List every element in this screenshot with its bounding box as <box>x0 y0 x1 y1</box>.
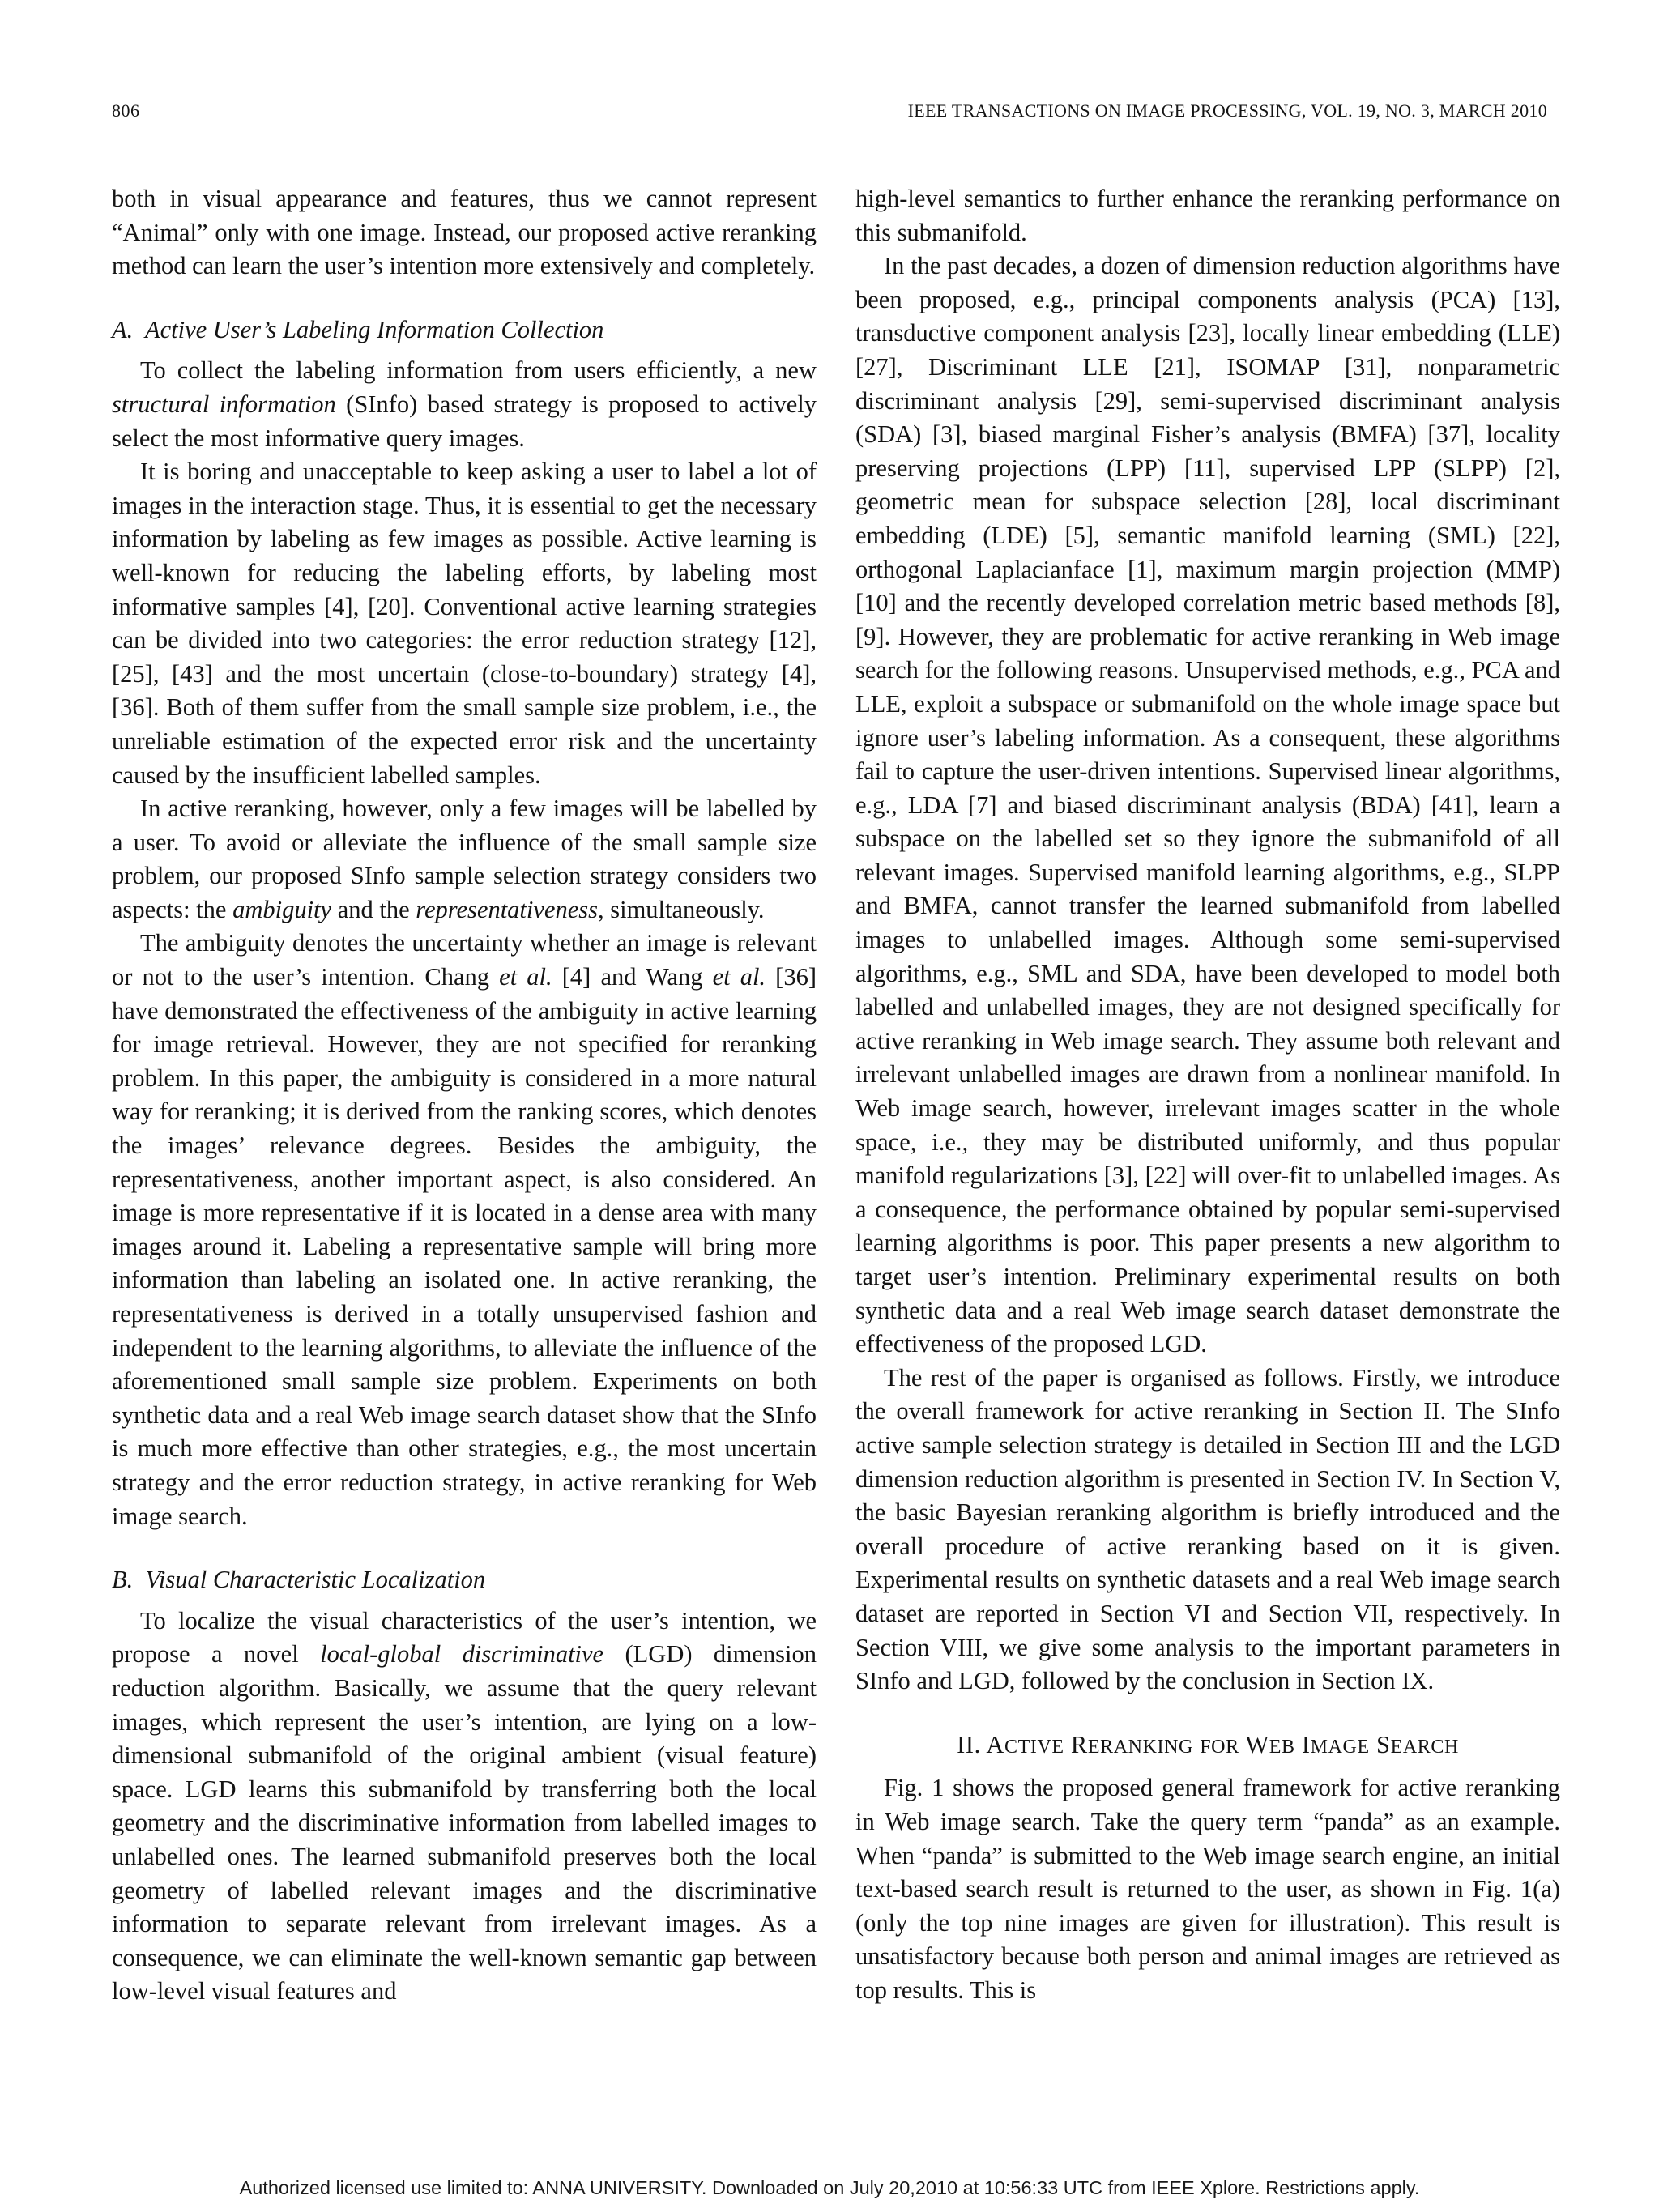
subsection-heading-a <box>112 313 817 347</box>
text-run: In active reranking, however, only a few images will be labelled by a user. To avoid or alleviate the influence of the small sample size problem, our proposed SInfo sample selection strategy considers two aspects: the <box>112 795 817 923</box>
right-column <box>855 182 1560 2007</box>
text-run: , simultaneously. <box>597 895 765 923</box>
paragraph-continued: both in visual appearance and features, thus we cannot represent “Animal” only with one image. Instead, our proposed active reranking method can learn the user’s intention more extensively and completely. <box>112 185 817 280</box>
paragraph <box>112 927 817 1533</box>
emphasis-text: representativeness <box>416 895 598 923</box>
left-column <box>112 182 817 2009</box>
emphasis-text: local-global discriminative <box>320 1640 604 1669</box>
emphasis-text: ambiguity <box>232 895 332 923</box>
heading-initial: A <box>986 1730 1005 1758</box>
heading-smallcaps: MAGE <box>1310 1736 1370 1758</box>
subsection-title: Visual Characteristic Localization <box>145 1566 486 1594</box>
paragraph: The rest of the paper is organised as follows. Firstly, we introduce the overall framework for active reranking in Section II. The SInfo active sample selection strategy is detailed in Section III and the LGD dimension reduction algorithm is presented in Section IV. In Section V, the basic Bayesian reranking algorithm is briefly introduced and the overall procedure of active reranking based on it is given. Experimental results on synthetic datasets and a real Web image search dataset are reported in Section VI and Section VII, respectively. In Section VIII, we give some analysis to the important parameters in SInfo and LGD, followed by the conclusion in Section IX. <box>855 1363 1560 1695</box>
section-numeral: II. <box>957 1730 981 1758</box>
text-run: The ambiguity denotes the uncertainty whether an image is relevant or not to the user’s intention. Chang <box>112 929 817 991</box>
text-run: To localize the visual characteristics of the user’s intention, we propose a novel <box>112 1606 817 1669</box>
emphasis-text: et al. <box>712 963 766 991</box>
heading-smallcaps: CTIVE <box>1004 1736 1064 1758</box>
heading-smallcaps: ERANKING <box>1087 1736 1193 1758</box>
heading-initial: I <box>1301 1730 1311 1758</box>
heading-smallcaps: FOR <box>1200 1736 1239 1758</box>
text-run: To collect the labeling information from users efficiently, a new <box>140 356 817 385</box>
paragraph: It is boring and unacceptable to keep asking a user to label a lot of images in the interaction stage. Thus, it is essential to get the necessary information by labeling as few images as possible. Active learning is well-known for reducing the labeling efforts, by labeling most informative samples [4], [20]. Conventional active learning strategies can be divided into two categories: the error reduction strategy [12], [25], [43] and the most uncertain (close-to-boundary) strategy [4], [36]. Both of them suffer from the small sample size problem, i.e., the unreliable estimation of the expected error risk and the uncertainty caused by the insufficient labelled samples. <box>112 458 817 789</box>
heading-initial: R <box>1070 1730 1088 1758</box>
heading-smallcaps: EARCH <box>1390 1736 1459 1758</box>
page-number: 806 <box>112 100 140 121</box>
section-heading <box>855 1728 1560 1765</box>
subsection-heading-b <box>112 1563 817 1597</box>
text-run: (SInfo) based strategy is proposed to actively select the most informative query images. <box>112 390 817 452</box>
subsection-label: A. <box>112 315 134 343</box>
text-run: (LGD) dimension reduction algorithm. Basically, we assume that the query relevant images, which represent the user’s intention, are lying on a low-dimensional submanifold of the original ambient (visual feature) space. LGD learns this submanifold by transferring both the local geometry and the discriminative information from labelled images to unlabelled ones. The learned submanifold preserves both the local geometry of labelled relevant images and the discriminative information to separate relevant from irrelevant images. As a consequence, we can eliminate the well-known semantic gap between low-level visual features and <box>112 1640 817 2005</box>
paragraph <box>112 792 817 927</box>
journal-header: IEEE TRANSACTIONS ON IMAGE PROCESSING, VOL. 19, NO. 3, MARCH 2010 <box>907 100 1547 121</box>
paragraph: In the past decades, a dozen of dimension reduction algorithms have been proposed, e.g., principal components analysis (PCA) [13], transductive component analysis [23], locally linear embedding (LLE) [27], Discriminant LLE [21], ISOMAP [31], nonparametric discriminant analysis [29], semi-supervised discriminant analysis (SDA) [3], biased marginal Fisher’s analysis (BMFA) [37], locality preserving projections (LPP) [11], supervised LPP (SLPP) [2], geometric mean for subspace selection [28], local discriminant embedding (LDE) [5], semantic manifold learning (SML) [22], orthogonal Laplacianface [1], maximum margin projection (MMP) [10] and the recently developed correlation metric based methods [8], [9]. However, they are problematic for active reranking in Web image search for the following reasons. Unsupervised methods, e.g., PCA and LLE, exploit a subspace or submanifold on the whole image space but ignore user’s labeling information. As a consequent, these algorithms fail to capture the user-driven intentions. Supervised linear algorithms, e.g., LDA [7] and biased discriminant analysis (BDA) [41], learn a subspace on the labelled set so they ignore the submanifold of all relevant images. Supervised manifold learning algorithms, e.g., SLPP and BMFA, cannot transfer the learned submanifold from labelled images to unlabelled images. Although some semi-supervised algorithms, e.g., SML and SDA, have been developed to model both labelled and unlabelled images, they are not designed specifically for active reranking in Web image search. They assume both relevant and irrelevant unlabelled images are drawn from a nonlinear manifold. In Web image search, however, irrelevant images scatter in the whole space, i.e., they may be distributed uniformly, and thus popular manifold regularizations [3], [22] will over-fit to unlabelled images. As a consequence, the performance obtained by popular semi-supervised learning algorithms is poor. This paper presents a new algorithm to target user’s intention. Preliminary experimental results on both synthetic data and a real Web image search dataset demonstrate the effectiveness of the proposed LGD. <box>855 252 1560 1358</box>
heading-smallcaps: EB <box>1269 1736 1295 1758</box>
text-run: and the <box>331 895 416 923</box>
subsection-title: Active User’s Labeling Information Collection <box>144 315 604 343</box>
paragraph: Fig. 1 shows the proposed general framework for active reranking in Web image search. Take the query term “panda” as an example. When “panda” is submitted to the Web image search engine, an initial text-based search result is returned to the user, as shown in Fig. 1(a) (only the top nine images are given for illustration). This result is unsatisfactory because both person and animal images are retrieved as top results. This is <box>855 1774 1560 2004</box>
emphasis-text: structural information <box>112 390 336 418</box>
text-run: [36] have demonstrated the effectiveness of the ambiguity in active learning for image retrieval. However, they are not specified for reranking problem. In this paper, the ambiguity is considered in a more natural way for reranking; it is derived from the ranking scores, which denotes the images’ relevance degrees. Besides the ambiguity, the representativeness, another important aspect, is also considered. An image is more representative if it is located in a dense area with many images around it. Labeling a representative sample will bring more information than labeling an isolated one. In active reranking, the representativeness is derived in a totally unsupervised fashion and independent to the learning algorithms, to alleviate the influence of the aforementioned small sample size problem. Experiments on both synthetic data and a real Web image search dataset show that the SInfo is much more effective than other strategies, e.g., the most uncertain strategy and the error reduction strategy, in active reranking for Web image search. <box>112 963 817 1530</box>
subsection-label: B. <box>112 1566 134 1594</box>
paragraph <box>112 1605 817 2009</box>
text-run: [4] and Wang <box>552 963 713 991</box>
emphasis-text: et al. <box>499 963 552 991</box>
paragraph <box>112 354 817 455</box>
license-footer: Authorized licensed use limited to: ANNA UNIVERSITY. Downloaded on July 20,2010 at 10:56:33 UTC from IEEE Xplore. Restrictions apply. <box>239 2177 1420 2198</box>
heading-initial: S <box>1375 1730 1391 1758</box>
paragraph-continued: high-level semantics to further enhance the reranking performance on this submanifold. <box>855 185 1560 246</box>
heading-initial: W <box>1245 1730 1269 1758</box>
